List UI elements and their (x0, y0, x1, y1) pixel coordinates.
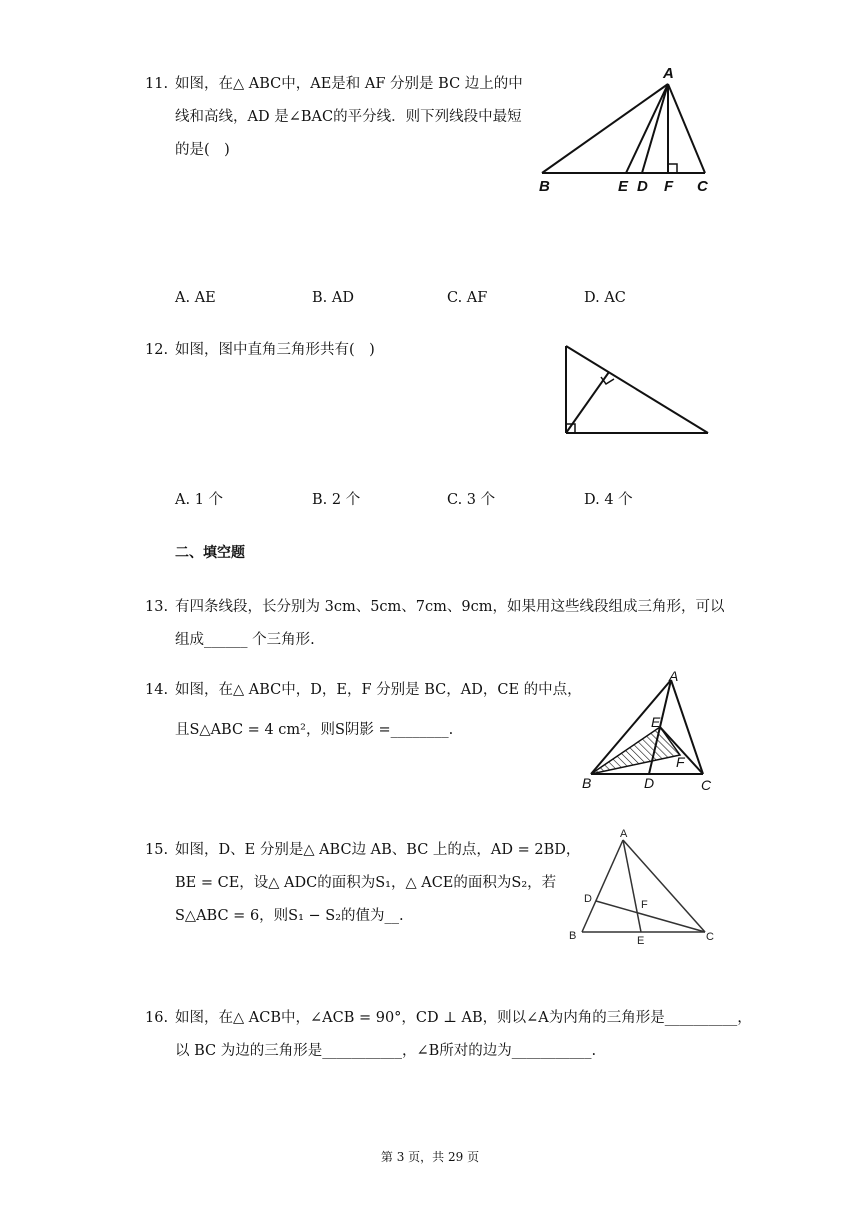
q13-line-2: 组成______ 个三角形. (175, 632, 315, 648)
q11-option-d[interactable]: D. AC (584, 290, 626, 306)
q15-number: 15. (145, 842, 169, 858)
q12-option-d[interactable]: D. 4 个 (584, 492, 633, 508)
q15-line-1: 如图，D、E 分别是△ ABC边 AB、BC 上的点，AD = 2BD， (175, 842, 581, 858)
q14-line-1: 如图，在△ ABC中，D，E，F 分别是 BC，AD，CE 的中点， (175, 682, 582, 698)
q14-line-2: 且S△ABC = 4 cm²，则S阴影 =________. (175, 722, 454, 738)
q11-figure (530, 60, 730, 200)
q11-label-f: F (664, 178, 674, 195)
q15-label-b: B (569, 930, 577, 942)
q11-line-3: 的是( ) (175, 142, 230, 158)
q14-figure (575, 665, 725, 795)
q12-option-a[interactable]: A. 1 个 (175, 492, 224, 508)
q11-label-b: B (539, 178, 550, 195)
q15-label-c: C (706, 931, 714, 943)
q11-number: 11. (145, 76, 169, 92)
q14-label-e: E (651, 714, 661, 730)
q12-line-1: 如图，图中直角三角形共有( ) (175, 342, 375, 358)
q11-option-a[interactable]: A. AE (175, 290, 216, 306)
q13-line-1: 有四条线段，长分别为 3cm、5cm、7cm、9cm，如果用这些线段组成三角形，可以 (175, 599, 725, 615)
q13-number: 13. (145, 599, 169, 615)
q14-label-f: F (676, 754, 685, 770)
q14-label-c: C (701, 777, 712, 793)
q16-line-2: 以 BC 为边的三角形是___________，∠B所对的边为___________. (175, 1043, 597, 1059)
q11-option-b[interactable]: B. AD (312, 290, 354, 306)
q12-number: 12. (145, 342, 169, 358)
q12-figure (555, 338, 725, 443)
section-title: 二、填空题 (175, 545, 245, 561)
q15-label-d: D (584, 893, 592, 905)
q14-number: 14. (145, 682, 169, 698)
q12-option-c[interactable]: C. 3 个 (447, 492, 496, 508)
q11-option-c[interactable]: C. AF (447, 290, 488, 306)
q15-line-2: BE = CE，设△ ADC的面积为S₁，△ ACE的面积为S₂，若 (175, 875, 557, 891)
q11-label-c: C (697, 178, 708, 195)
q16-line-1: 如图，在△ ACB中，∠ACB = 90°，CD ⊥ AB，则以∠A为内角的三角形是__________， (175, 1010, 752, 1026)
q15-label-e: E (637, 935, 645, 947)
q14-label-b: B (582, 775, 592, 791)
q15-figure (560, 820, 730, 950)
q11-label-d: D (637, 178, 648, 195)
q14-label-d: D (644, 775, 655, 791)
q11-label-e: E (618, 178, 629, 195)
q15-line-3: S△ABC = 6，则S₁ − S₂的值为__. (175, 908, 404, 924)
q14-label-a: A (669, 668, 679, 684)
q16-number: 16. (145, 1010, 169, 1026)
q15-label-f: F (641, 899, 648, 911)
q11-label-a: A (663, 65, 674, 82)
q11-line-2: 线和高线，AD 是∠BAC的平分线．则下列线段中最短 (175, 109, 522, 125)
q15-label-a: A (620, 828, 628, 840)
q12-option-b[interactable]: B. 2 个 (312, 492, 361, 508)
page-footer: 第 3 页，共 29 页 (380, 1150, 480, 1164)
q11-line-1: 如图，在△ ABC中，AE是和 AF 分别是 BC 边上的中 (175, 76, 523, 92)
